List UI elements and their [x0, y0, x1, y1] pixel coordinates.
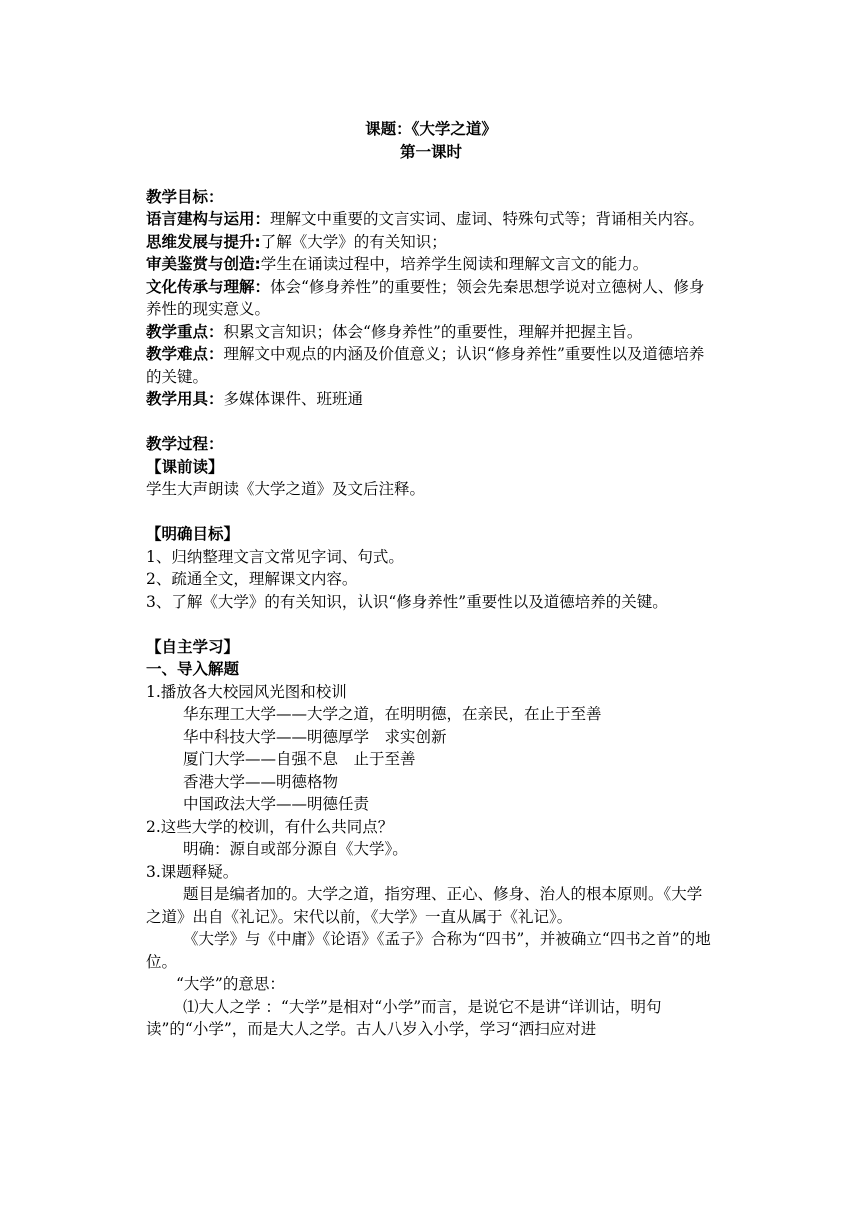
goals-heading: 【明确目标】 — [146, 525, 240, 543]
paragraph: ⑴大人之学 ：“大学”是相对“小学”而言，是说它不是讲“详训诂，明句读”的“小学”，而是大人之学。古人八岁入小学，学习“洒扫应对进 — [146, 997, 662, 1038]
objective-item — [146, 321, 716, 344]
objective-text: 理解文中重要的文言实词、虚词、特殊句式等；背诵相关内容。 — [270, 210, 705, 228]
step-2: 2.这些大学的校训，有什么共同点？ — [146, 817, 394, 836]
objective-text: 学生在诵读过程中，培养学生阅读和理解文言文的能力。 — [260, 255, 649, 273]
section-heading: 一、导入解题 — [146, 660, 240, 678]
document-page — [146, 118, 716, 1041]
page-title: 课题：《大学之道》 — [365, 119, 497, 138]
paragraph: 题目是编者加的。大学之道，指穷理、正心、修身、治人的根本原则。《大学之道》出自《礼记》。宋代以前，《大学》一直从属于《礼记》。 — [146, 885, 703, 926]
motto-item: 香港大学——明德格物 — [183, 772, 339, 791]
objective-item — [146, 208, 716, 231]
objective-item — [146, 343, 716, 388]
objective-item — [146, 231, 716, 254]
step-1: 1.播放各大校园风光图和校训 — [146, 682, 347, 701]
objective-label: 审美鉴赏与创造 — [146, 255, 255, 273]
objective-label: 教学难点 — [146, 345, 209, 363]
objective-label: 教学重点 — [146, 322, 209, 341]
objective-sep: ： — [254, 210, 271, 228]
pre-reading-text: 学生大声朗读《大学之道》及文后注释。 — [146, 480, 426, 498]
objective-sep: : — [254, 255, 261, 273]
objective-sep: ： — [208, 345, 224, 363]
process-heading: 教学过程： — [146, 435, 224, 453]
objective-text: 理解文中观点的内涵及价值意义；认识“修身养性”重要性以及道德培养的关键。 — [146, 345, 705, 386]
page-subtitle: 第一课时 — [399, 141, 462, 161]
step-2-answer: 明确：源自或部分源自《大学》。 — [183, 840, 408, 858]
objective-label: 教学用具 — [146, 390, 209, 408]
objective-label: 文化传承与理解 — [146, 277, 255, 296]
motto-item: 华东理工大学——大学之道，在明明德，在亲民，在止于至善 — [183, 705, 602, 723]
step-3: 3.课题释疑。 — [146, 862, 239, 881]
objectives-list — [146, 208, 716, 411]
objective-sep: ： — [254, 277, 271, 296]
objective-text: 体会“修身养性”的重要性；领会先秦思想学说对立德树人、修身养性的现实意义。 — [146, 277, 705, 318]
objective-label: 语言建构与运用 — [146, 210, 255, 228]
goal-item: 3、了解《大学》的有关知识，认识“修身养性”重要性以及道德培养的关键。 — [146, 592, 668, 611]
objective-sep: ： — [208, 390, 224, 408]
motto-item: 中国政法大学——明德任责 — [183, 795, 370, 813]
objective-item — [146, 253, 716, 276]
objective-sep: ： — [208, 322, 224, 341]
objective-text: 多媒体课件、班班通 — [223, 390, 364, 408]
pre-reading-heading: 【课前读】 — [146, 457, 224, 476]
motto-item: 华中科技大学——明德厚学 求实创新 — [183, 727, 447, 746]
objective-item — [146, 276, 716, 321]
objective-item — [146, 388, 716, 411]
goal-item: 1、归纳整理文言文常见字词、句式。 — [146, 547, 404, 566]
goal-item: 2、疏通全文，理解课文内容。 — [146, 570, 358, 588]
paragraph: 《大学》与《中庸》《论语》《孟子》合称为“四书”，并被确立“四书之首”的地位。 — [146, 930, 711, 971]
objective-sep: : — [254, 232, 261, 251]
objectives-heading: 教学目标： — [146, 187, 224, 206]
self-study-heading: 【自主学习】 — [146, 637, 240, 656]
objective-text: 了解《大学》的有关知识； — [260, 232, 447, 251]
objective-label: 思维发展与提升 — [146, 232, 255, 251]
objective-text: 积累文言知识；体会“修身养性”的重要性，理解并把握主旨。 — [223, 322, 643, 341]
meaning-heading: “大学”的意思： — [176, 975, 285, 993]
motto-item: 厦门大学——自强不息 止于至善 — [183, 750, 416, 768]
